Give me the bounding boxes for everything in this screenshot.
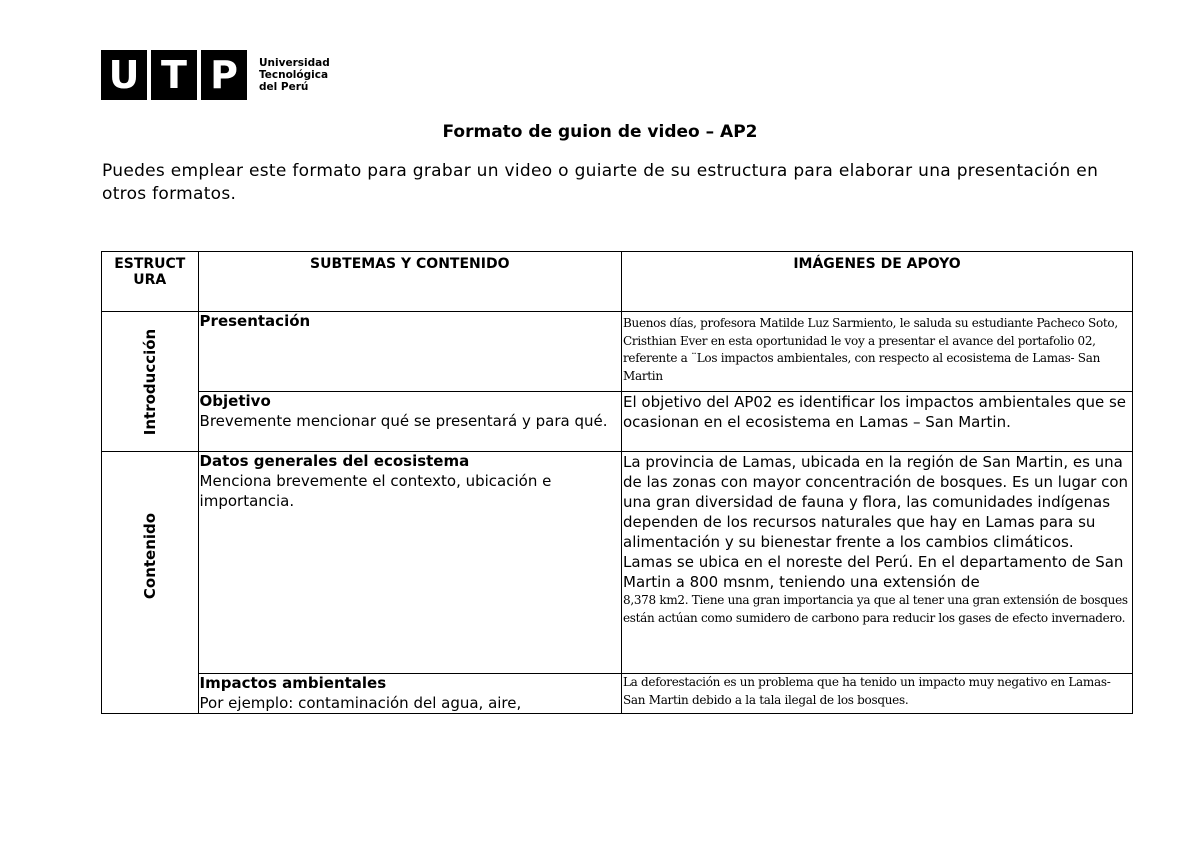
header-subtemas: SUBTEMAS Y CONTENIDO [198, 252, 621, 312]
logo-letter-t: T [151, 50, 197, 100]
cell-datos-content [622, 452, 1133, 674]
logo-text-line-3: del Perú [259, 81, 309, 93]
impactos-desc: Por ejemplo: contaminación del agua, aire, [199, 694, 522, 712]
cell-presentacion-content [622, 312, 1133, 392]
logo-letter-u: U [101, 50, 147, 100]
section-label-introduccion: Introducción [140, 328, 159, 435]
logo-text-line-2: Tecnológica [259, 69, 329, 81]
impactos-title: Impactos ambientales [199, 674, 387, 692]
datos-content-1: La provincia de Lamas, ubicada en la región de San Martin, es una de las zonas con mayor concentración de bosques. Es un lugar con una gran diversidad de fauna y flora, las comunidades indígenas dependen de los recursos naturales que hay en Lamas para su alimentación y su bienestar frente a los cambios climáticos. [623, 453, 1129, 551]
presentacion-title: Presentación [199, 312, 311, 330]
table-row-datos [102, 452, 1133, 674]
cell-objetivo-content [622, 392, 1133, 452]
section-introduccion [102, 312, 199, 452]
logo-text [259, 57, 330, 93]
table-row-objetivo [102, 392, 1133, 452]
header-imagenes: IMÁGENES DE APOYO [622, 252, 1133, 312]
table-header-row [102, 252, 1133, 312]
objetivo-desc: Brevemente mencionar qué se presentará y para qué. [199, 412, 608, 430]
script-table [101, 251, 1133, 714]
logo-letter-p: P [201, 50, 247, 100]
table-row-impactos [102, 674, 1133, 714]
utp-logo [101, 50, 330, 100]
datos-content-3: 8,378 km2. Tiene una gran importancia ya que al tener una gran extensión de bosques están actúan como sumidero de carbono para reducir los gases de efecto invernadero. [623, 593, 1128, 625]
document-intro: Puedes emplear este formato para grabar un video o guiarte de su estructura para elaborar una presentación en otros formatos. [102, 161, 1099, 204]
objetivo-content: El objetivo del AP02 es identificar los impactos ambientales que se ocasionan en el ecosistema en Lamas – San Martin. [623, 393, 1126, 431]
section-label-contenido: Contenido [140, 513, 159, 600]
datos-title: Datos generales del ecosistema [199, 452, 470, 470]
document-title: Formato de guion de video – AP2 [442, 122, 758, 142]
cell-impactos-content [622, 674, 1133, 714]
cell-presentacion-subtema [198, 312, 621, 392]
objetivo-title: Objetivo [199, 392, 271, 410]
datos-content-2: Lamas se ubica en el noreste del Perú. En el departamento de San Martin a 800 msnm, teniendo una extensión de [623, 553, 1124, 591]
cell-objetivo-subtema [198, 392, 621, 452]
section-contenido [102, 452, 199, 714]
logo-text-line-1: Universidad [259, 57, 330, 69]
impactos-content: La deforestación es un problema que ha tenido un impacto muy negativo en Lamas- San Martin debido a la tala ilegal de los bosques. [623, 675, 1111, 707]
cell-datos-subtema [198, 452, 621, 674]
cell-impactos-subtema [198, 674, 621, 714]
presentacion-content: Buenos días, profesora Matilde Luz Sarmiento, le saluda su estudiante Pacheco Soto, Cristhian Ever en esta oportunidad le voy a presentar el avance del portafolio 02, referente a ¨Los impactos ambientales, con respecto al ecosistema de Lamas- San Martin [623, 316, 1118, 383]
header-estructura: ESTRUCT URA [102, 252, 199, 312]
datos-desc: Menciona brevemente el contexto, ubicación e importancia. [199, 472, 552, 510]
table-row-presentacion [102, 312, 1133, 392]
